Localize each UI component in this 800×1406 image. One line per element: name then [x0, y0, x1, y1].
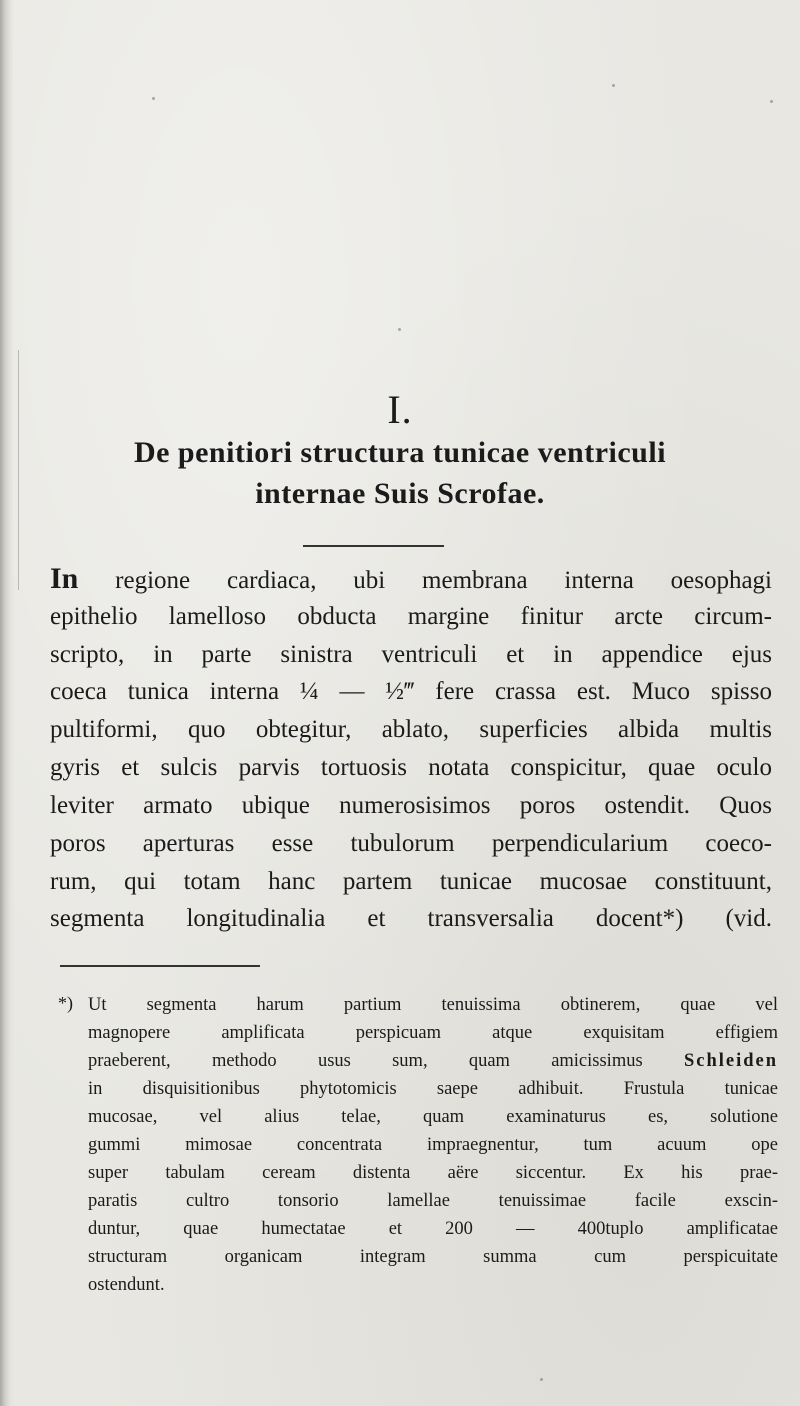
- page-binding-edge: [0, 0, 14, 1406]
- footnote-line: magnopere amplificata perspicuam atque exquisitam effigiem: [88, 1023, 778, 1043]
- body-line: scripto, in parte sinistra ventriculi et in appendice ejus: [50, 641, 772, 668]
- footnote-line: structuram organicam integram summa cum perspicuitate: [88, 1247, 778, 1267]
- body-line: segmenta longitudinalia et transversalia docent*) (vid.: [50, 905, 772, 932]
- body-line: coeca tunica interna ¼ — ½‴ fere crassa est. Muco spisso: [50, 678, 772, 705]
- body-line: rum, qui totam hanc partem tunicae mucosae constituunt,: [50, 868, 772, 895]
- chapter-title-line-2: internae Suis Scrofae.: [255, 477, 545, 510]
- body-line: leviter armato ubique numerosisimos poros ostendit. Quos: [50, 792, 772, 819]
- paper-speck: [540, 1378, 543, 1381]
- body-line: poros aperturas esse tubulorum perpendicularium coeco-: [50, 830, 772, 857]
- paper-speck: [612, 84, 615, 87]
- footnote-line: super tabulam ceream distenta aëre siccentur. Ex his prae-: [88, 1163, 778, 1183]
- footnote-line: Ut segmenta harum partium tenuissima obtinerem, quae vel: [88, 995, 778, 1015]
- footnote-line: mucosae, vel alius telae, quam examinaturus es, solutione: [88, 1107, 778, 1127]
- body-line: [50, 560, 772, 600]
- footnote-line: paratis cultro tonsorio lamellae tenuissimae facile exscin-: [88, 1191, 778, 1211]
- author-name: Schleiden: [683, 1051, 779, 1071]
- footnote-line: ostendunt.: [88, 1275, 165, 1295]
- initial-letter: In: [50, 562, 79, 595]
- footnote-line: in disquisitionibus phytotomicis saepe adhibuit. Frustula tunicae: [88, 1079, 778, 1099]
- body-line: gyris et sulcis parvis tortuosis notata conspicitur, quae oculo: [50, 754, 772, 781]
- footnote-line: [88, 1049, 778, 1073]
- footnote-marker: *): [58, 993, 73, 1013]
- footnote-line: gummi mimosae concentrata impraegnentur, tum acuum ope: [88, 1135, 778, 1155]
- paper-speck: [770, 100, 773, 103]
- title-divider: [303, 545, 444, 547]
- body-line: epithelio lamelloso obducta margine finitur arcte circum-: [50, 603, 772, 630]
- chapter-number: I.: [387, 387, 413, 432]
- body-line-text: regione cardiaca, ubi membrana interna oesophagi: [78, 567, 772, 594]
- paper-speck: [398, 328, 401, 331]
- paper-speck: [152, 97, 155, 100]
- body-line: pultiformi, quo obtegitur, ablato, superficies albida multis: [50, 716, 772, 743]
- footnote-line: duntur, quae humectatae et 200 — 400tuplo amplificatae: [88, 1219, 778, 1239]
- chapter-title-line-1: De penitiori structura tunicae ventriculi: [133, 436, 667, 469]
- footnote-line-text: praeberent, methodo usus sum, quam amicissimus: [88, 1051, 643, 1071]
- footnote-divider: [60, 965, 260, 967]
